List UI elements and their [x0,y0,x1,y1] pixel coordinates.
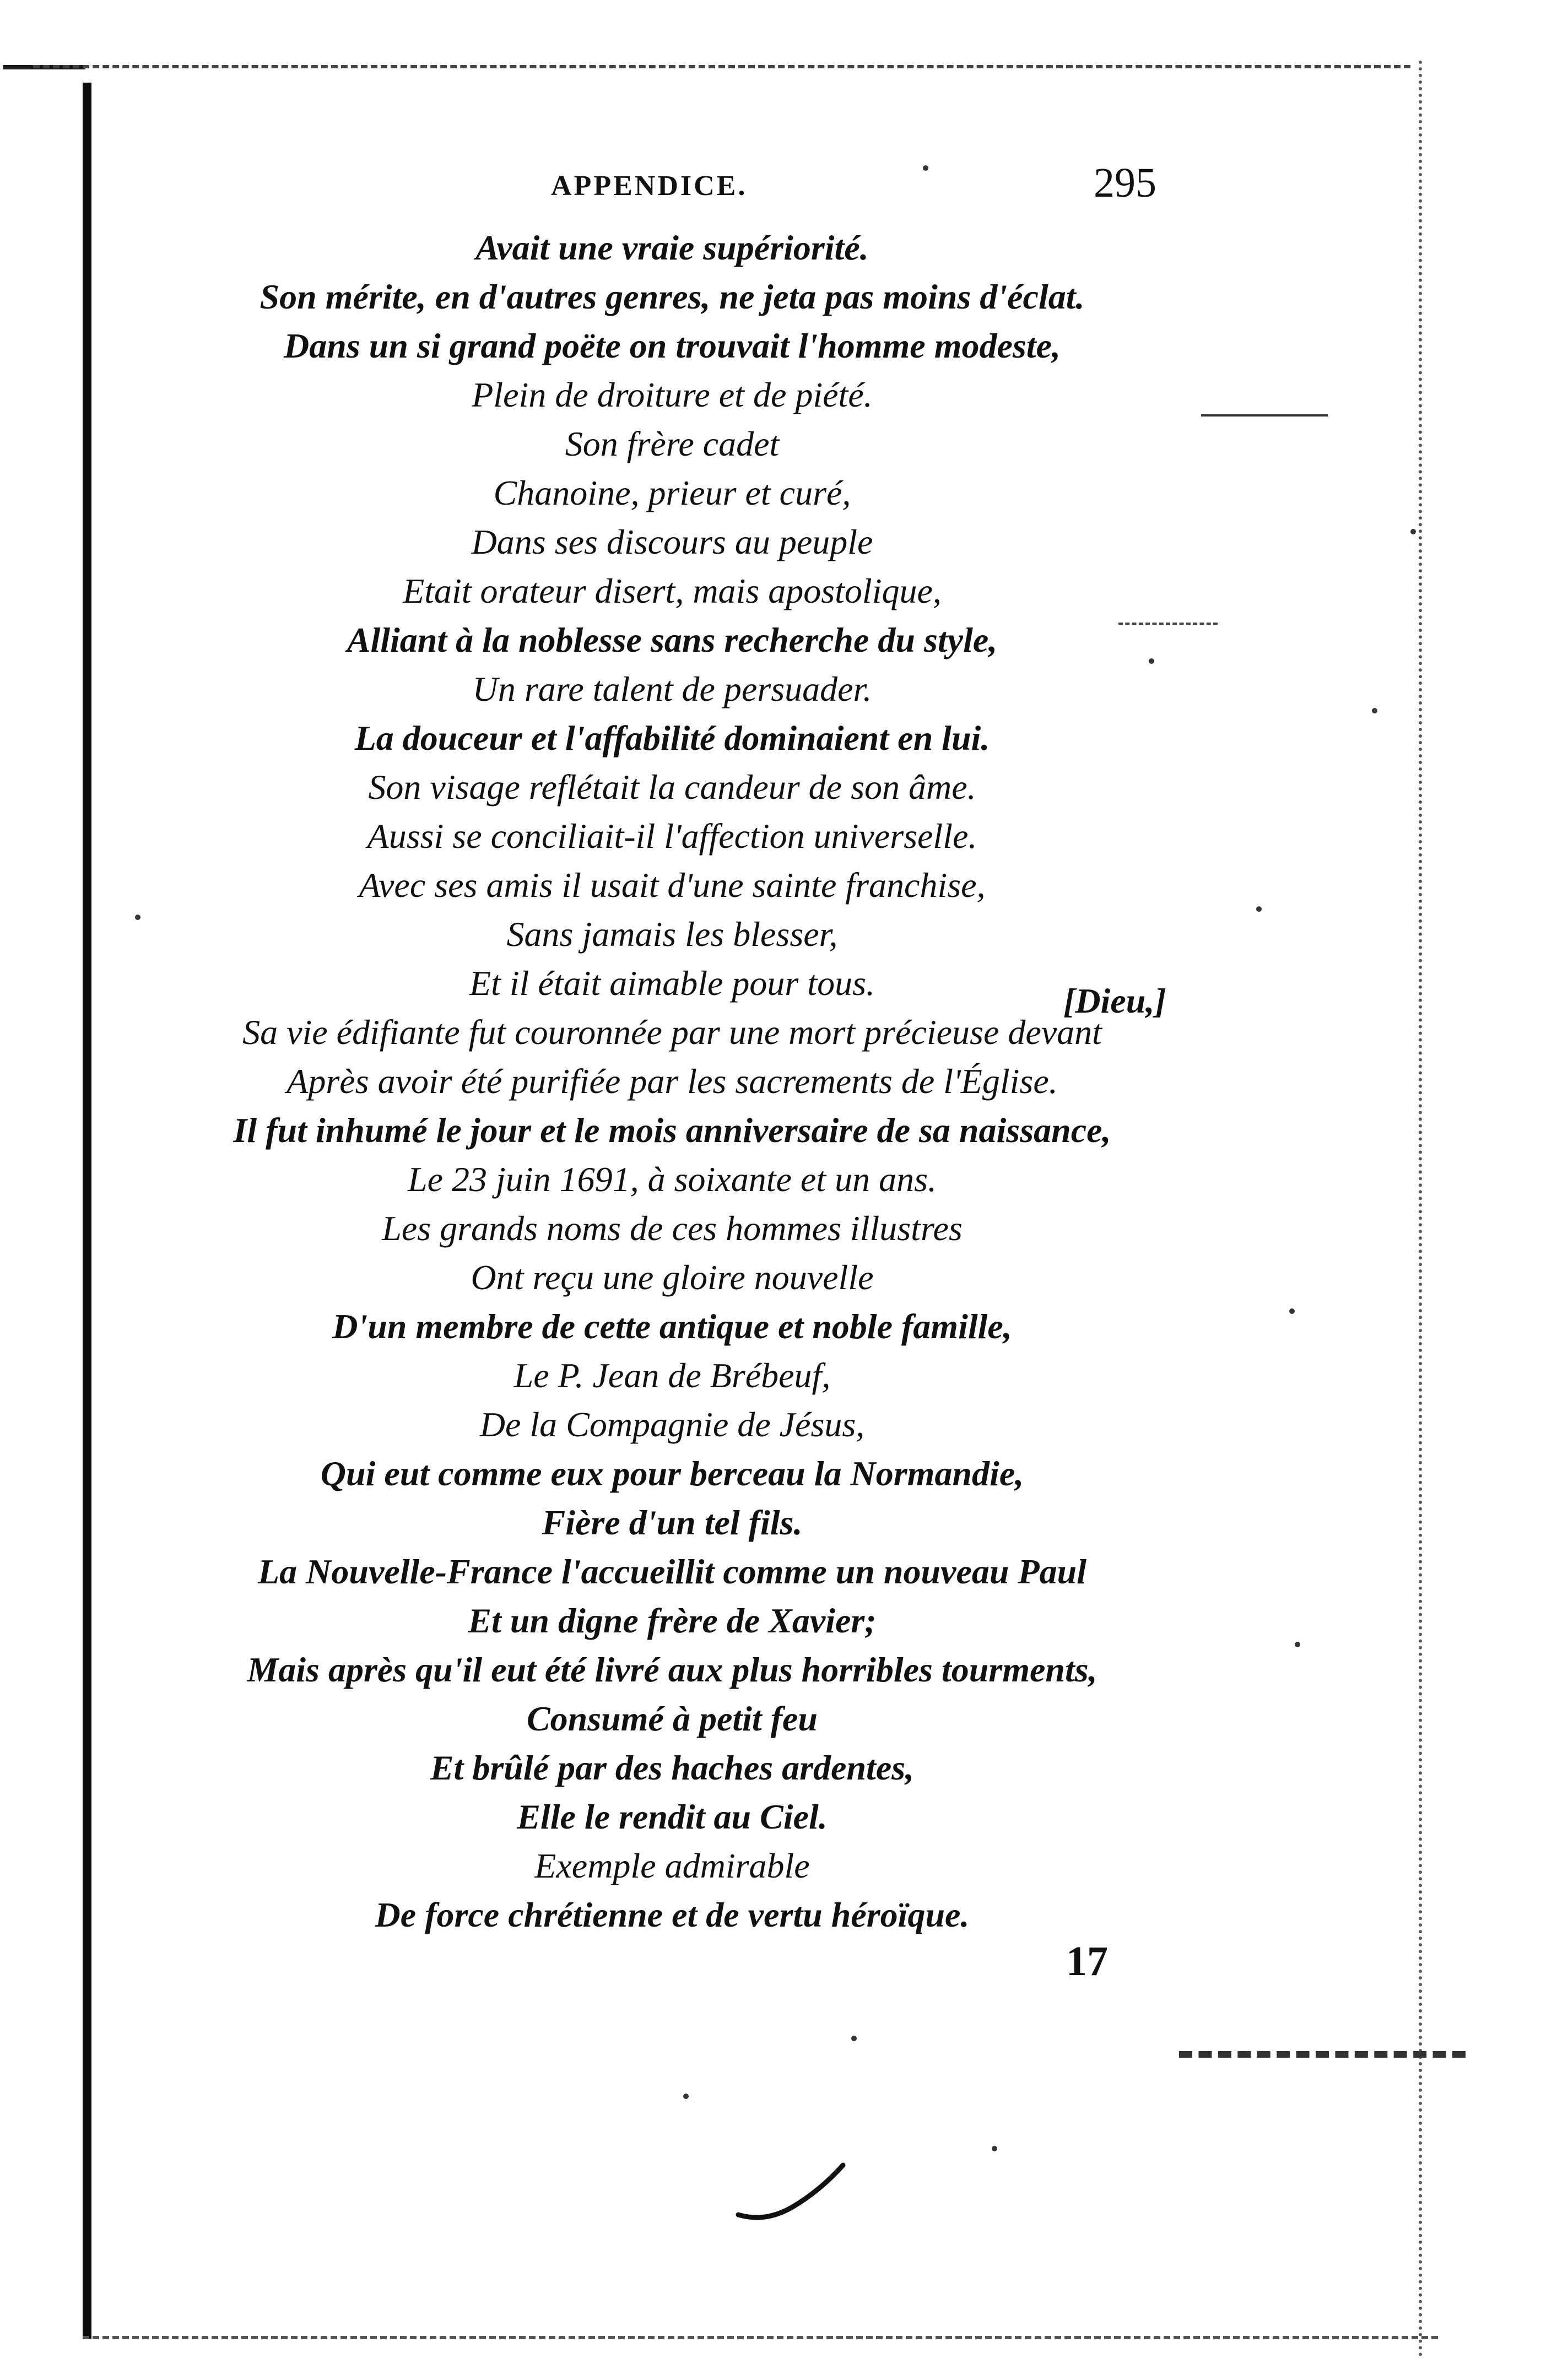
poem-line: Qui eut comme eux pour berceau la Normandie, [320,1454,1024,1493]
scan-speck [992,2146,997,2151]
scan-border-right [1419,61,1422,2358]
scan-speck [1410,529,1416,534]
poem-line: Sa vie édifiante fut couronnée par une mort précieuse devant [242,1013,1102,1052]
poem-line: Alliant à la noblesse sans recherche du style, [347,620,998,659]
scan-border-left [83,83,91,2339]
scan-rule-bottom-right [1179,2051,1466,2058]
poem-line: Dans un si grand poëte on trouvait l'homme modeste, [284,326,1061,365]
poem-line: Consumé à petit feu [526,1699,818,1738]
scan-speck [1372,708,1377,713]
poem-line: Il fut inhumé le jour et le mois anniversaire de sa naissance, [233,1111,1111,1150]
poem-line: Etait orateur disert, mais apostolique, [403,571,942,610]
poem-line: Son frère cadet [565,424,780,463]
poem-line: Et un digne frère de Xavier; [468,1601,877,1640]
ink-stroke-mark [733,2154,854,2226]
poem-text [165,223,1179,1939]
poem-line: Sans jamais les blesser, [506,915,838,954]
poem-line: Avec ses amis il usait d'une sainte franchise, [359,866,986,905]
poem-line: Aussi se conciliait-il l'affection universelle. [367,816,977,856]
poem-line: D'un membre de cette antique et noble famille, [332,1307,1012,1346]
poem-line: Exemple admirable [534,1846,810,1885]
poem-line: La douceur et l'affabilité dominaient en lui. [354,718,990,758]
poem-line: Ont reçu une gloire nouvelle [471,1258,874,1297]
poem-line: Avait une vraie supériorité. [475,228,869,267]
scan-speck [683,2094,689,2099]
poem-line: Le P. Jean de Brébeuf, [513,1356,831,1395]
poem-line: Son visage reflétait la candeur de son âme. [368,767,976,807]
scan-speck [1256,906,1262,912]
poem-line: Fière d'un tel fils. [542,1503,803,1542]
scan-border-top [33,65,1410,68]
scan-speck [851,2036,857,2041]
scan-speck [1295,1642,1300,1647]
running-header: APPENDICE. [551,170,748,202]
poem-line: De force chrétienne et de vertu héroïque. [375,1895,970,1934]
poem-line: Les grands noms de ces hommes illustres [382,1209,963,1248]
page-number: 295 [1094,160,1156,206]
poem-line: Et brûlé par des haches ardentes, [430,1748,915,1787]
poem-line: La Nouvelle-France l'accueillit comme un nouveau Paul [258,1552,1086,1591]
poem-line: Un rare talent de persuader. [472,669,872,708]
poem-line: Elle le rendit au Ciel. [517,1797,828,1836]
poem-line: Plein de droiture et de piété. [472,375,873,414]
poem-line: Et il était aimable pour tous. [469,964,875,1003]
poem-line: Après avoir été purifiée par les sacrements de l'Église. [286,1062,1058,1101]
poem-line: De la Compagnie de Jésus, [479,1405,865,1444]
poem-line: Chanoine, prieur et curé, [493,473,851,512]
poem-line: Son mérite, en d'autres genres, ne jeta pas moins d'éclat. [260,277,1085,316]
margin-note: [Dieu,] [1063,981,1166,1020]
signature-mark: 17 [1066,1938,1108,1984]
poem-line: Le 23 juin 1691, à soixante et un ans. [408,1160,937,1199]
poem-line: Dans ses discours au peuple [471,522,873,561]
scan-rule-right [1201,414,1328,416]
poem-line: Mais après qu'il eut été livré aux plus horribles tourments, [247,1650,1098,1689]
scan-speck [1289,1308,1295,1314]
scan-border-bottom [83,2336,1438,2339]
scan-speck [135,915,140,920]
scan-speck [923,165,928,171]
